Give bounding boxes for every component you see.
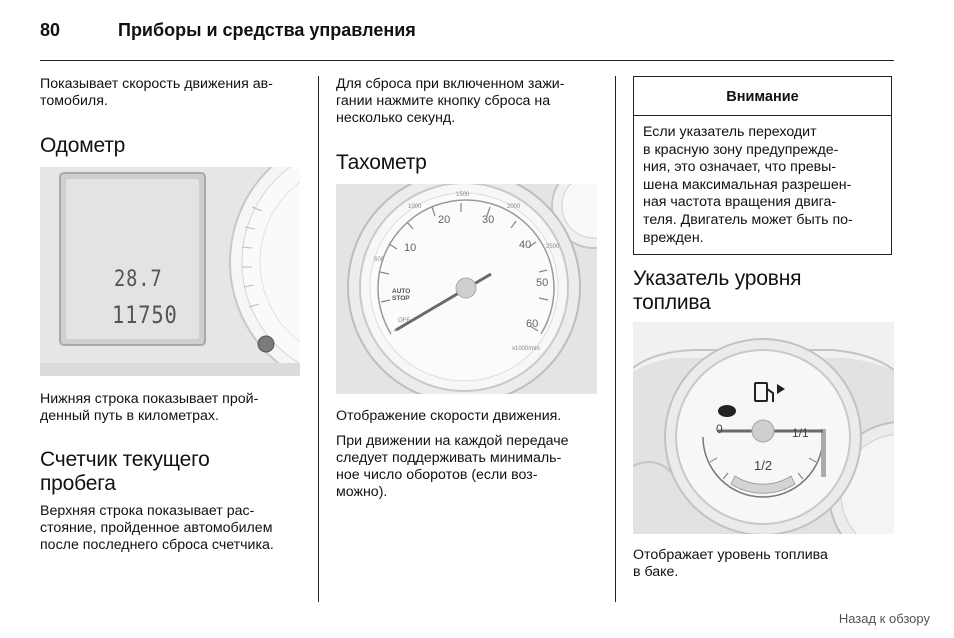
- back-to-overview-link[interactable]: Назад к обзору: [838, 611, 930, 626]
- odometer-trip-value: 28.7: [114, 267, 163, 292]
- fuel-gauge-heading: Указатель уровня топлива: [633, 267, 802, 314]
- column-divider-2: [615, 76, 616, 602]
- reset-instruction-text: Для сброса при включенном зажи- гании нажмите кнопку сброса на несколько секунд.: [336, 76, 565, 126]
- odometer-caption: Нижняя строка показывает прой- денный путь в километрах.: [40, 391, 259, 424]
- auto-stop-label: AUTO STOP: [392, 288, 411, 302]
- tachometer-image: [336, 184, 597, 394]
- tach-outer-mark-1500: 1500: [456, 192, 470, 198]
- header-divider: [40, 60, 894, 61]
- odometer-total-value: 11750: [112, 301, 178, 329]
- warning-title: Внимание: [634, 77, 891, 116]
- tach-unit-label: x1000/min: [512, 346, 540, 352]
- fuel-gauge-caption: Отображает уровень топлива в баке.: [633, 547, 828, 580]
- tach-off-label: OFF: [398, 318, 410, 324]
- odometer-image: [40, 167, 300, 376]
- tachometer-caption: Отображение скорости движения.: [336, 408, 562, 424]
- tach-mark-20: 20: [438, 214, 451, 226]
- warning-box: [633, 76, 892, 255]
- tach-outer-mark-2000: 2000: [507, 204, 521, 210]
- warning-text: Если указатель переходит в красную зону предупрежде- ния, это означает, что превы- шена максимальная разрешен- ная частота вращения двига- теля. Двигатель может быть по- врежден.: [643, 124, 853, 246]
- speedometer-intro-text: Показывает скорость движения ав- томобиля.: [40, 76, 273, 109]
- odometer-heading: Одометр: [40, 134, 126, 157]
- tach-outer-mark-500: 500: [374, 257, 385, 263]
- tach-mark-30: 30: [482, 214, 495, 226]
- tachometer-heading: Тахометр: [336, 151, 427, 174]
- tach-mark-60: 60: [526, 318, 539, 330]
- page-number: 80: [40, 20, 61, 40]
- trip-counter-heading: Счетчик текущего пробега: [40, 448, 210, 495]
- fuel-half-mark: 1/2: [754, 458, 773, 473]
- page-title: Приборы и средства управления: [118, 20, 416, 40]
- fuel-gauge-image: [633, 322, 894, 534]
- tach-mark-50: 50: [536, 277, 549, 289]
- tach-outer-mark-1000: 1000: [408, 204, 422, 210]
- tach-outer-mark-2500: 2500: [546, 244, 560, 250]
- tachometer-advice-text: При движении на каждой передаче следует поддерживать минималь- ное число оборотов (если воз- можно).: [336, 433, 569, 500]
- tach-mark-10: 10: [404, 242, 417, 254]
- fuel-empty-mark: 0: [716, 422, 723, 436]
- column-divider-1: [318, 76, 319, 602]
- trip-counter-text: Верхняя строка показывает рас- стояние, пройденное автомобилем после последнего сброса счетчика.: [40, 503, 274, 553]
- tach-mark-40: 40: [519, 239, 532, 251]
- fuel-full-mark: 1/1: [792, 426, 809, 440]
